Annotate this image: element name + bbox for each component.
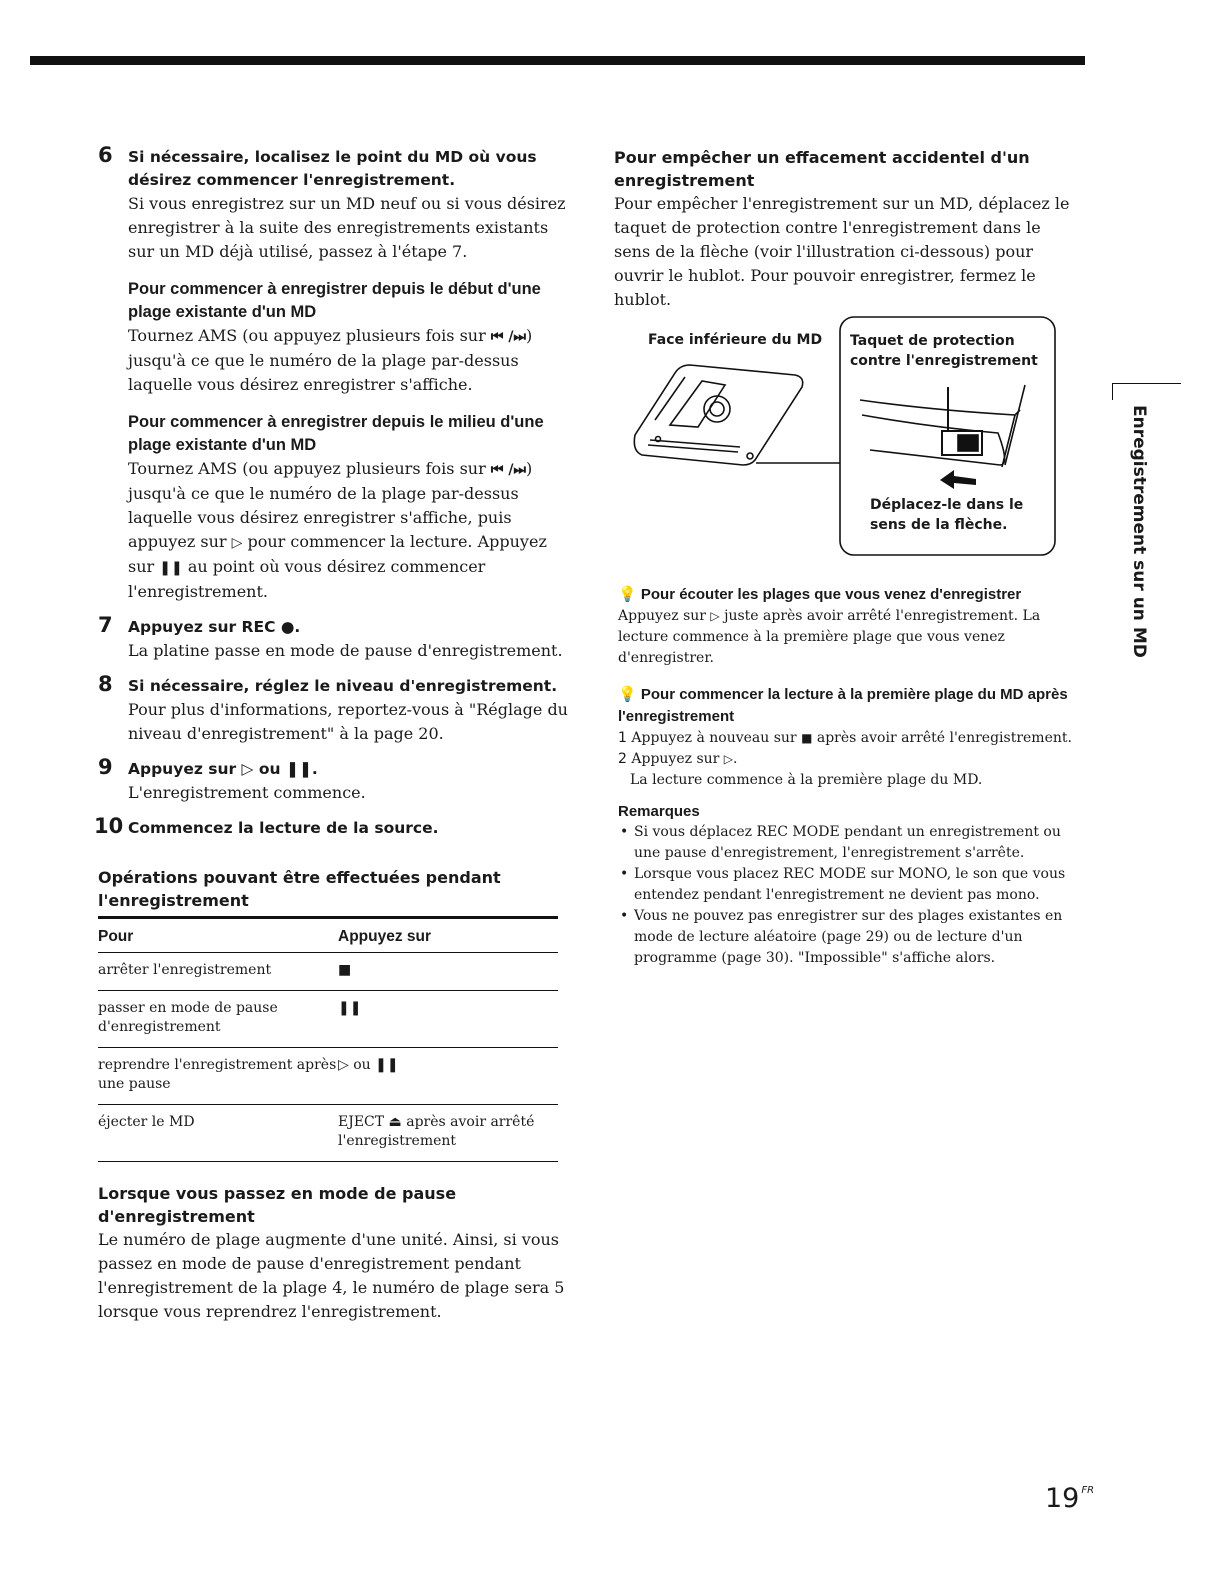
tip-text: Appuyez sur ▷ juste après avoir arrêté l'enregistrement. La lecture commence à la première plage que vous venez d'enregistrer. — [618, 608, 1041, 666]
list-item: • Vous ne pouvez pas enregistrer sur des plages existantes en mode de lecture aléatoire (page 29) ou de lecture d'un programme (page 30). "Impossible" s'affiche alors. — [618, 906, 1078, 969]
side-tab: Enregistrement sur un MD — [1129, 405, 1149, 658]
label-move-direction: Déplacez-le dans le sens de la flèche. — [870, 497, 1024, 533]
table-row: arrêter l'enregistrement ■ — [98, 953, 558, 991]
step-text: Si vous enregistrez sur un MD neuf ou si vous désirez enregistrer à la suite des enregistrements existants sur un MD déjà utilisé, passez à l'étape 7. — [128, 194, 566, 261]
prev-next-button-icon: ⏮ /⏭ — [490, 329, 527, 345]
label-bottom-face: Face inférieure du MD — [648, 332, 823, 348]
stop-icon: ■ — [801, 731, 813, 745]
protect-title: Pour empêcher un effacement accidentel d'un enregistrement — [614, 148, 1030, 190]
page-number: 19 $^{FR}$ — [1045, 1483, 1095, 1514]
pause-title: Lorsque vous passez en mode de pause d'enregistrement — [98, 1184, 457, 1226]
step-6 — [98, 143, 568, 604]
step-title: Si nécessaire, réglez le niveau d'enregistrement. — [128, 677, 558, 695]
step-number: 7 — [98, 613, 113, 637]
subsection-text: Tournez AMS (ou appuyez plusieurs fois sur ⏮ /⏭) jusqu'à ce que le numéro de la plage par-dessus laquelle vous désirez enregistrer s'affiche, puis appuyez sur ▷ pour commencer la lecture. Appuyez sur ❚❚ au point où vous désirez commencer l'enregistrement. — [128, 459, 547, 601]
subsection-title: Pour commencer à enregistrer depuis le début d'une plage existante d'un MD — [128, 280, 541, 321]
table-row: passer en mode de pause d'enregistrement ❚❚ — [98, 991, 558, 1048]
notes-title: Remarques — [618, 803, 700, 820]
step-title: Appuyez sur ▷ ou ❚❚. — [128, 760, 318, 778]
step-8 — [98, 672, 568, 746]
protect-text: Pour empêcher l'enregistrement sur un MD, déplacez le taquet de protection contre l'enregistrement dans le sens de la flèche (voir l'illustration ci-dessous) pour ouvrir le hublot. Pour pouvoir enregistrer, fermez le hublot. — [614, 194, 1070, 309]
prev-next-button-icon: ⏮ /⏭ — [490, 462, 527, 478]
step-title: Si nécessaire, localisez le point du MD où vous désirez commencer l'enregistrement. — [128, 148, 537, 189]
play-icon: ▷ — [231, 535, 243, 551]
step-9 — [98, 755, 568, 805]
tip-item: 2 Appuyez sur ▷. — [618, 751, 738, 767]
pause-icon: ❚❚ — [159, 560, 183, 576]
step-text: L'enregistrement commence. — [128, 783, 366, 802]
table-header-pour: Pour — [98, 918, 338, 953]
step-7 — [98, 613, 568, 663]
step-number: 10 — [94, 814, 124, 838]
tips-notes — [618, 583, 1078, 969]
play-icon: ▷ — [723, 752, 734, 766]
operations-table — [98, 916, 558, 1162]
lightbulb-icon: 💡 — [618, 585, 637, 603]
tip-title: 💡 Pour commencer la lecture à la première plage du MD après l'enregistrement — [618, 685, 1068, 725]
table-row: éjecter le MD EJECT ⏏ après avoir arrêté l'enregistrement — [98, 1105, 558, 1162]
step-text: Pour plus d'informations, reportez-vous à "Réglage du niveau d'enregistrement" à la page 20. — [128, 700, 568, 743]
left-column — [94, 143, 568, 1324]
tip-title: 💡 Pour écouter les plages que vous venez d'enregistrer — [618, 585, 1022, 603]
md-figure — [630, 315, 1070, 560]
table-row: reprendre l'enregistrement après une pause ▷ ou ❚❚ — [98, 1048, 558, 1105]
step-text: La platine passe en mode de pause d'enregistrement. — [128, 641, 563, 660]
top-rule — [30, 56, 1085, 65]
step-number: 8 — [98, 672, 113, 696]
subsection-text: Tournez AMS (ou appuyez plusieurs fois sur ⏮ /⏭) jusqu'à ce que le numéro de la plage par-dessus laquelle vous désirez enregistrer s'affiche. — [128, 326, 533, 394]
step-10 — [94, 814, 568, 840]
lightbulb-icon: 💡 — [618, 685, 637, 703]
tip-item: 1 Appuyez à nouveau sur ■ après avoir arrêté l'enregistrement. — [618, 730, 1072, 746]
play-icon: ▷ — [710, 609, 720, 623]
side-tab-rule — [1112, 383, 1181, 400]
step-title: Commencez la lecture de la source. — [128, 819, 439, 837]
step-number: 6 — [98, 143, 113, 167]
label-protect-tab: Taquet de protection contre l'enregistrement — [850, 333, 1038, 369]
list-item: • Lorsque vous placez REC MODE sur MONO, le son que vous entendez pendant l'enregistrement ne devient pas mono. — [618, 864, 1078, 906]
operations-title: Opérations pouvant être effectuées pendant l'enregistrement — [98, 868, 501, 910]
step-title: Appuyez sur REC ●. — [128, 618, 301, 636]
list-item: • Si vous déplacez REC MODE pendant un enregistrement ou une pause d'enregistrement, l'enregistrement s'arrête. — [618, 822, 1078, 864]
tip-after: La lecture commence à la première plage du MD. — [630, 772, 983, 788]
pause-text: Le numéro de plage augmente d'une unité. Ainsi, si vous passez en mode de pause d'enregistrement pendant l'enregistrement de la plage 4, le numéro de plage sera 5 lorsque vous reprendrez l'enregistrement. — [98, 1230, 565, 1321]
notes-list — [618, 822, 1078, 969]
table-header-appuyez: Appuyez sur — [338, 918, 558, 953]
right-column — [614, 146, 1074, 312]
subsection-title: Pour commencer à enregistrer depuis le milieu d'une plage existante d'un MD — [128, 413, 544, 454]
step-number: 9 — [98, 755, 113, 779]
